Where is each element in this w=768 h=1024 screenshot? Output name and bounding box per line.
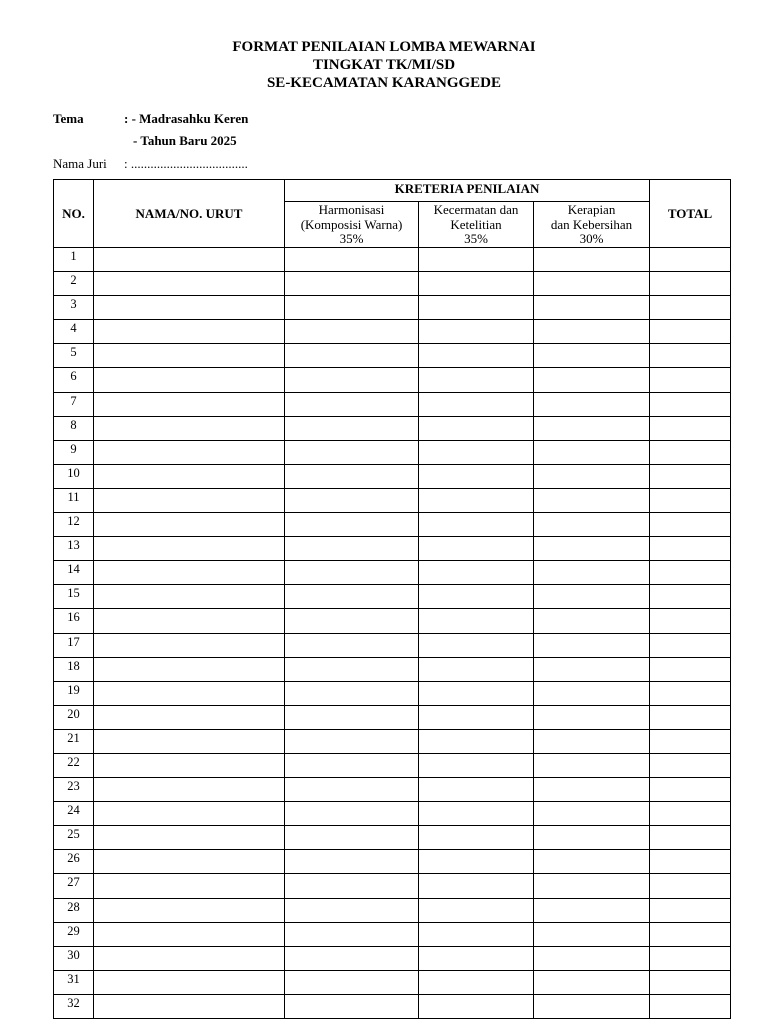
kerapian-cell[interactable] <box>534 561 650 585</box>
harmonisasi-cell[interactable] <box>285 802 419 826</box>
nama-cell[interactable] <box>94 753 285 777</box>
kecermatan-cell[interactable] <box>419 368 534 392</box>
kerapian-cell[interactable] <box>534 633 650 657</box>
harmonisasi-cell[interactable] <box>285 874 419 898</box>
nama-cell[interactable] <box>94 248 285 272</box>
harmonisasi-cell[interactable] <box>285 248 419 272</box>
kecermatan-cell[interactable] <box>419 248 534 272</box>
kerapian-cell[interactable] <box>534 946 650 970</box>
kecermatan-cell[interactable] <box>419 585 534 609</box>
kerapian-cell[interactable] <box>534 874 650 898</box>
nama-cell[interactable] <box>94 729 285 753</box>
nama-cell[interactable] <box>94 874 285 898</box>
total-cell[interactable] <box>650 464 731 488</box>
nama-cell[interactable] <box>94 320 285 344</box>
total-cell[interactable] <box>650 416 731 440</box>
kerapian-cell[interactable] <box>534 392 650 416</box>
table-row <box>54 609 731 633</box>
kerapian-cell[interactable] <box>534 898 650 922</box>
nama-cell[interactable] <box>94 440 285 464</box>
row-number: 7 <box>54 392 94 416</box>
harmonisasi-cell[interactable] <box>285 633 419 657</box>
nama-cell[interactable] <box>94 368 285 392</box>
nama-cell[interactable] <box>94 657 285 681</box>
total-cell[interactable] <box>650 585 731 609</box>
nama-cell[interactable] <box>94 681 285 705</box>
harmonisasi-cell[interactable] <box>285 753 419 777</box>
nama-cell[interactable] <box>94 392 285 416</box>
title-line-3: SE-KECAMATAN KARANGGEDE <box>266 75 502 91</box>
kecermatan-cell[interactable] <box>419 561 534 585</box>
criteria-line2: Ketelitian <box>450 216 502 232</box>
nama-cell[interactable] <box>94 585 285 609</box>
table-row <box>54 970 731 994</box>
table-row <box>54 368 731 392</box>
total-cell[interactable] <box>650 802 731 826</box>
row-number: 13 <box>54 537 94 561</box>
kerapian-cell[interactable] <box>534 850 650 874</box>
kecermatan-cell[interactable] <box>419 729 534 753</box>
criteria-header-1 <box>285 202 419 248</box>
nama-cell[interactable] <box>94 296 285 320</box>
kerapian-cell[interactable] <box>534 729 650 753</box>
row-number: 10 <box>54 464 94 488</box>
nama-cell[interactable] <box>94 344 285 368</box>
kerapian-cell[interactable] <box>534 296 650 320</box>
table-row <box>54 898 731 922</box>
kerapian-cell[interactable] <box>534 753 650 777</box>
table-row <box>54 778 731 802</box>
row-number: 26 <box>54 850 94 874</box>
kerapian-cell[interactable] <box>534 657 650 681</box>
nama-cell[interactable] <box>94 272 285 296</box>
table-row <box>54 850 731 874</box>
total-cell[interactable] <box>650 513 731 537</box>
row-number: 19 <box>54 681 94 705</box>
row-number: 30 <box>54 946 94 970</box>
kecermatan-cell[interactable] <box>419 609 534 633</box>
harmonisasi-cell[interactable] <box>285 681 419 705</box>
row-number: 18 <box>54 657 94 681</box>
kerapian-cell[interactable] <box>534 994 650 1018</box>
row-number: 29 <box>54 922 94 946</box>
kecermatan-cell[interactable] <box>419 850 534 874</box>
row-number: 4 <box>54 320 94 344</box>
table-row <box>54 416 731 440</box>
nama-cell[interactable] <box>94 537 285 561</box>
harmonisasi-cell[interactable] <box>285 488 419 512</box>
nama-cell[interactable] <box>94 513 285 537</box>
harmonisasi-cell[interactable] <box>285 368 419 392</box>
row-number: 28 <box>54 898 94 922</box>
harmonisasi-cell[interactable] <box>285 778 419 802</box>
kerapian-cell[interactable] <box>534 464 650 488</box>
total-cell[interactable] <box>650 344 731 368</box>
kecermatan-cell[interactable] <box>419 826 534 850</box>
row-number: 24 <box>54 802 94 826</box>
harmonisasi-cell[interactable] <box>285 898 419 922</box>
table-row <box>54 440 731 464</box>
tema-row-2 <box>133 133 237 149</box>
nama-cell[interactable] <box>94 561 285 585</box>
criteria-line1: Kecermatan dan <box>433 202 519 217</box>
nama-cell[interactable] <box>94 898 285 922</box>
harmonisasi-cell[interactable] <box>285 272 419 296</box>
kecermatan-cell[interactable] <box>419 464 534 488</box>
harmonisasi-cell[interactable] <box>285 344 419 368</box>
table-row <box>54 874 731 898</box>
table-row <box>54 753 731 777</box>
kecermatan-cell[interactable] <box>419 392 534 416</box>
total-cell[interactable] <box>650 753 731 777</box>
harmonisasi-cell[interactable] <box>285 609 419 633</box>
harmonisasi-cell[interactable] <box>285 585 419 609</box>
header-kriteria: KRETERIA PENILAIAN <box>285 180 650 202</box>
header-total: TOTAL <box>650 180 731 248</box>
kerapian-cell[interactable] <box>534 609 650 633</box>
total-cell[interactable] <box>650 440 731 464</box>
header-no: NO. <box>54 180 94 248</box>
total-cell[interactable] <box>650 633 731 657</box>
harmonisasi-cell[interactable] <box>285 946 419 970</box>
row-number: 17 <box>54 633 94 657</box>
nama-cell[interactable] <box>94 994 285 1018</box>
scoring-table <box>53 179 731 1019</box>
table-row <box>54 729 731 753</box>
table-row <box>54 272 731 296</box>
juri-label: Nama Juri <box>53 156 107 171</box>
juri-value: : .................................... <box>124 156 248 171</box>
kerapian-cell[interactable] <box>534 970 650 994</box>
table-row <box>54 488 731 512</box>
kerapian-cell[interactable] <box>534 513 650 537</box>
harmonisasi-cell[interactable] <box>285 513 419 537</box>
kerapian-cell[interactable] <box>534 488 650 512</box>
table-row <box>54 561 731 585</box>
row-number: 8 <box>54 416 94 440</box>
table-row <box>54 705 731 729</box>
kerapian-cell[interactable] <box>534 681 650 705</box>
kerapian-cell[interactable] <box>534 802 650 826</box>
row-number: 2 <box>54 272 94 296</box>
table-row <box>54 392 731 416</box>
criteria-header-2 <box>419 202 534 248</box>
kecermatan-cell[interactable] <box>419 513 534 537</box>
row-number: 9 <box>54 440 94 464</box>
tema-label: Tema <box>53 111 84 126</box>
harmonisasi-cell[interactable] <box>285 296 419 320</box>
row-number: 3 <box>54 296 94 320</box>
juri-row <box>53 156 248 172</box>
title-line-1: FORMAT PENILAIAN LOMBA MEWARNAI <box>232 39 536 55</box>
harmonisasi-cell[interactable] <box>285 561 419 585</box>
kecermatan-cell[interactable] <box>419 753 534 777</box>
harmonisasi-cell[interactable] <box>285 826 419 850</box>
total-cell[interactable] <box>650 946 731 970</box>
table-row <box>54 464 731 488</box>
nama-cell[interactable] <box>94 802 285 826</box>
table-row <box>54 802 731 826</box>
table-row <box>54 320 731 344</box>
total-cell[interactable] <box>650 657 731 681</box>
kecermatan-cell[interactable] <box>419 994 534 1018</box>
kecermatan-cell[interactable] <box>419 416 534 440</box>
criteria-weight: 35% <box>339 231 364 246</box>
table-row <box>54 585 731 609</box>
total-cell[interactable] <box>650 778 731 802</box>
criteria-line1: Kerapian <box>567 202 616 217</box>
kecermatan-cell[interactable] <box>419 705 534 729</box>
harmonisasi-cell[interactable] <box>285 994 419 1018</box>
kecermatan-cell[interactable] <box>419 802 534 826</box>
table-row <box>54 681 731 705</box>
criteria-weight: 35% <box>464 231 488 246</box>
nama-cell[interactable] <box>94 416 285 440</box>
kerapian-cell[interactable] <box>534 440 650 464</box>
total-cell[interactable] <box>650 392 731 416</box>
row-number: 32 <box>54 994 94 1018</box>
kerapian-cell[interactable] <box>534 778 650 802</box>
row-number: 1 <box>54 248 94 272</box>
kecermatan-cell[interactable] <box>419 633 534 657</box>
table-row <box>54 537 731 561</box>
kecermatan-cell[interactable] <box>419 970 534 994</box>
table-row <box>54 826 731 850</box>
total-cell[interactable] <box>650 609 731 633</box>
total-cell[interactable] <box>650 272 731 296</box>
harmonisasi-cell[interactable] <box>285 970 419 994</box>
criteria-line2: (Komposisi Warna) <box>300 216 403 232</box>
nama-cell[interactable] <box>94 633 285 657</box>
total-cell[interactable] <box>650 320 731 344</box>
nama-cell[interactable] <box>94 609 285 633</box>
harmonisasi-cell[interactable] <box>285 850 419 874</box>
table-row <box>54 344 731 368</box>
tema-value-2: - Tahun Baru 2025 <box>133 133 237 148</box>
kecermatan-cell[interactable] <box>419 778 534 802</box>
kecermatan-cell[interactable] <box>419 344 534 368</box>
harmonisasi-cell[interactable] <box>285 392 419 416</box>
table-body <box>54 248 731 1019</box>
kecermatan-cell[interactable] <box>419 320 534 344</box>
harmonisasi-cell[interactable] <box>285 464 419 488</box>
total-cell[interactable] <box>650 561 731 585</box>
nama-cell[interactable] <box>94 778 285 802</box>
table-row <box>54 946 731 970</box>
kerapian-cell[interactable] <box>534 416 650 440</box>
kecermatan-cell[interactable] <box>419 898 534 922</box>
row-number: 27 <box>54 874 94 898</box>
total-cell[interactable] <box>650 826 731 850</box>
total-cell[interactable] <box>650 970 731 994</box>
kerapian-cell[interactable] <box>534 585 650 609</box>
total-cell[interactable] <box>650 874 731 898</box>
row-number: 5 <box>54 344 94 368</box>
table-row <box>54 248 731 272</box>
header-nama: NAMA/NO. URUT <box>94 180 285 248</box>
harmonisasi-cell[interactable] <box>285 705 419 729</box>
table-row <box>54 994 731 1018</box>
tema-row <box>53 111 248 127</box>
total-cell[interactable] <box>650 922 731 946</box>
row-number: 20 <box>54 705 94 729</box>
kecermatan-cell[interactable] <box>419 681 534 705</box>
criteria-weight: 30% <box>579 231 604 246</box>
nama-cell[interactable] <box>94 850 285 874</box>
kerapian-cell[interactable] <box>534 344 650 368</box>
total-cell[interactable] <box>650 488 731 512</box>
row-number: 23 <box>54 778 94 802</box>
total-cell[interactable] <box>650 729 731 753</box>
total-cell[interactable] <box>650 681 731 705</box>
row-number: 22 <box>54 753 94 777</box>
nama-cell[interactable] <box>94 705 285 729</box>
total-cell[interactable] <box>650 705 731 729</box>
table-row <box>54 922 731 946</box>
kecermatan-cell[interactable] <box>419 922 534 946</box>
total-cell[interactable] <box>650 994 731 1018</box>
row-number: 12 <box>54 513 94 537</box>
kecermatan-cell[interactable] <box>419 537 534 561</box>
table-row <box>54 513 731 537</box>
tema-value-1: : - Madrasahku Keren <box>124 111 249 126</box>
harmonisasi-cell[interactable] <box>285 729 419 753</box>
kerapian-cell[interactable] <box>534 922 650 946</box>
total-cell[interactable] <box>650 248 731 272</box>
row-number: 21 <box>54 729 94 753</box>
total-cell[interactable] <box>650 368 731 392</box>
kerapian-cell[interactable] <box>534 320 650 344</box>
total-cell[interactable] <box>650 296 731 320</box>
kecermatan-cell[interactable] <box>419 296 534 320</box>
table-row <box>54 657 731 681</box>
nama-cell[interactable] <box>94 970 285 994</box>
criteria-line2: dan Kebersihan <box>550 216 633 232</box>
row-number: 6 <box>54 368 94 392</box>
table-row <box>54 633 731 657</box>
total-cell[interactable] <box>650 898 731 922</box>
harmonisasi-cell[interactable] <box>285 657 419 681</box>
row-number: 31 <box>54 970 94 994</box>
title-line-2: TINGKAT TK/MI/SD <box>312 57 456 73</box>
row-number: 14 <box>54 561 94 585</box>
kerapian-cell[interactable] <box>534 537 650 561</box>
total-cell[interactable] <box>650 537 731 561</box>
kerapian-cell[interactable] <box>534 705 650 729</box>
row-number: 11 <box>54 488 94 512</box>
harmonisasi-cell[interactable] <box>285 537 419 561</box>
kerapian-cell[interactable] <box>534 248 650 272</box>
kecermatan-cell[interactable] <box>419 657 534 681</box>
document-title <box>0 38 768 92</box>
kerapian-cell[interactable] <box>534 272 650 296</box>
criteria-header-3 <box>534 202 650 248</box>
nama-cell[interactable] <box>94 488 285 512</box>
nama-cell[interactable] <box>94 826 285 850</box>
table-row <box>54 296 731 320</box>
nama-cell[interactable] <box>94 922 285 946</box>
kerapian-cell[interactable] <box>534 368 650 392</box>
total-cell[interactable] <box>650 850 731 874</box>
harmonisasi-cell[interactable] <box>285 416 419 440</box>
harmonisasi-cell[interactable] <box>285 320 419 344</box>
row-number: 15 <box>54 585 94 609</box>
nama-cell[interactable] <box>94 946 285 970</box>
harmonisasi-cell[interactable] <box>285 922 419 946</box>
row-number: 16 <box>54 609 94 633</box>
harmonisasi-cell[interactable] <box>285 440 419 464</box>
kecermatan-cell[interactable] <box>419 272 534 296</box>
kerapian-cell[interactable] <box>534 826 650 850</box>
row-number: 25 <box>54 826 94 850</box>
criteria-line1: Harmonisasi <box>318 202 385 217</box>
kecermatan-cell[interactable] <box>419 946 534 970</box>
kecermatan-cell[interactable] <box>419 874 534 898</box>
kecermatan-cell[interactable] <box>419 488 534 512</box>
nama-cell[interactable] <box>94 464 285 488</box>
kecermatan-cell[interactable] <box>419 440 534 464</box>
